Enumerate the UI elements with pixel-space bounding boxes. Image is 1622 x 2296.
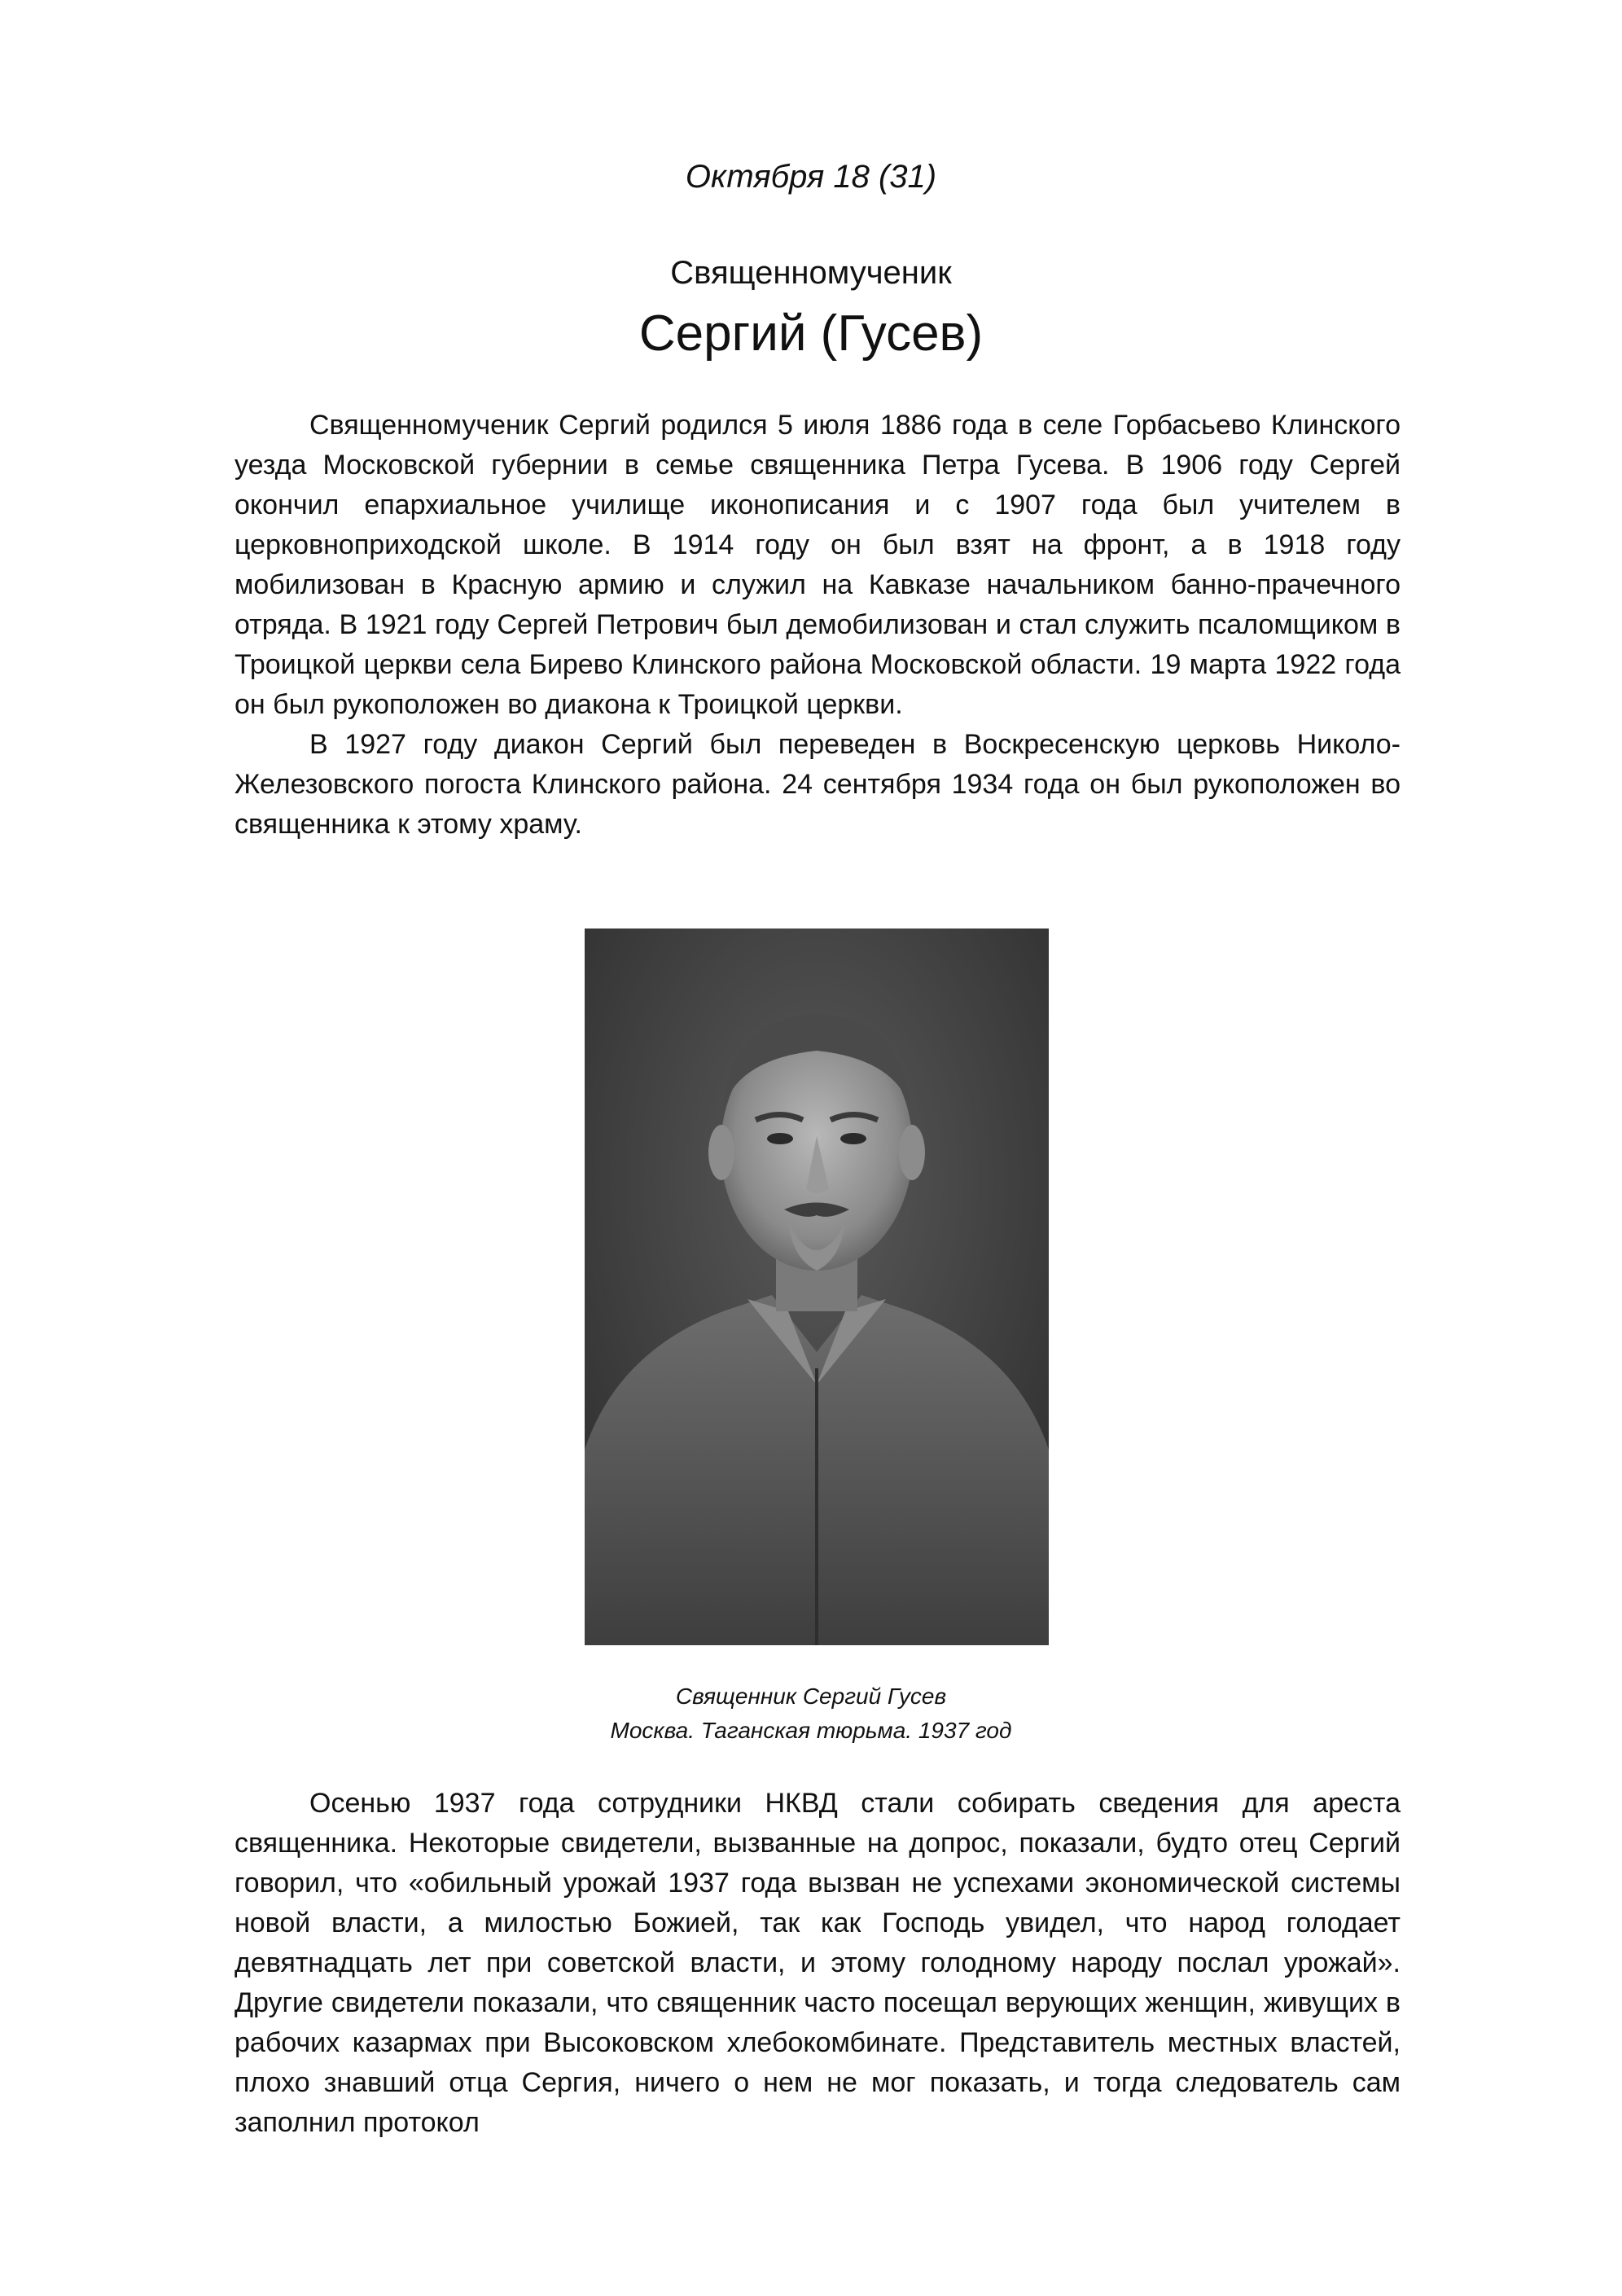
page-title: Сергий (Гусев) bbox=[638, 305, 984, 362]
paragraph: Осенью 1937 года сотрудники НКВД стали собирать сведения для ареста священника. Некоторые свидетели, вызванные на допрос, показали, будто отец Сергий говорил, что «обильный урожай 1937 года вызван не успехами экономической системы новой власти, а милостью Божией, так как Господь увидел, что народ голодает девятнадцать лет при советской власти, и этому голодному народу послал урожай». Другие свидетели показали, что священник часто посещал верующих женщин, живущих в рабочих казармах при Высоковском хлебокомбинате. Представитель местных властей, плохо знавший отца Сергия, ничего о нем не мог показать, и тогда следователь сам заполнил протокол bbox=[235, 1788, 1401, 2138]
portrait-photo bbox=[585, 928, 1049, 1645]
paragraph: Священномученик Сергий родился 5 июля 1886 года в селе Горбасьево Клинского уезда Московской губернии в семье священника Петра Гусева. В 1906 году Сергей окончил епархиальное училище иконописания и с 1907 года был учителем в церковноприходской школе. В 1914 году он был взят на фронт, а в 1918 году мобилизован в Красную армию и служил на Кавказе начальником банно-прачечного отряда. В 1921 году Сергей Петрович был демобилизован и стал служить псаломщиком в Троицкой церкви села Бирево Клинского района Московской области. 19 марта 1922 года он был рукоположен во диакона к Троицкой церкви. bbox=[235, 410, 1401, 720]
paragraph: В 1927 году диакон Сергий был переведен в Воскресенскую церковь Николо-Железовского погоста Клинского района. 24 сентября 1934 года он был рукоположен во священника к этому храму. bbox=[235, 729, 1401, 840]
feast-date: Октября 18 (31) bbox=[685, 159, 937, 195]
photo-caption bbox=[0, 1679, 1622, 1748]
biography-text-top bbox=[235, 406, 1401, 845]
caption-line: Москва. Таганская тюрьма. 1937 год bbox=[610, 1718, 1012, 1743]
saint-rank: Священномученик bbox=[670, 255, 952, 291]
caption-line: Священник Сергий Гусев bbox=[675, 1684, 947, 1709]
biography-text-bottom bbox=[235, 1784, 1401, 2143]
